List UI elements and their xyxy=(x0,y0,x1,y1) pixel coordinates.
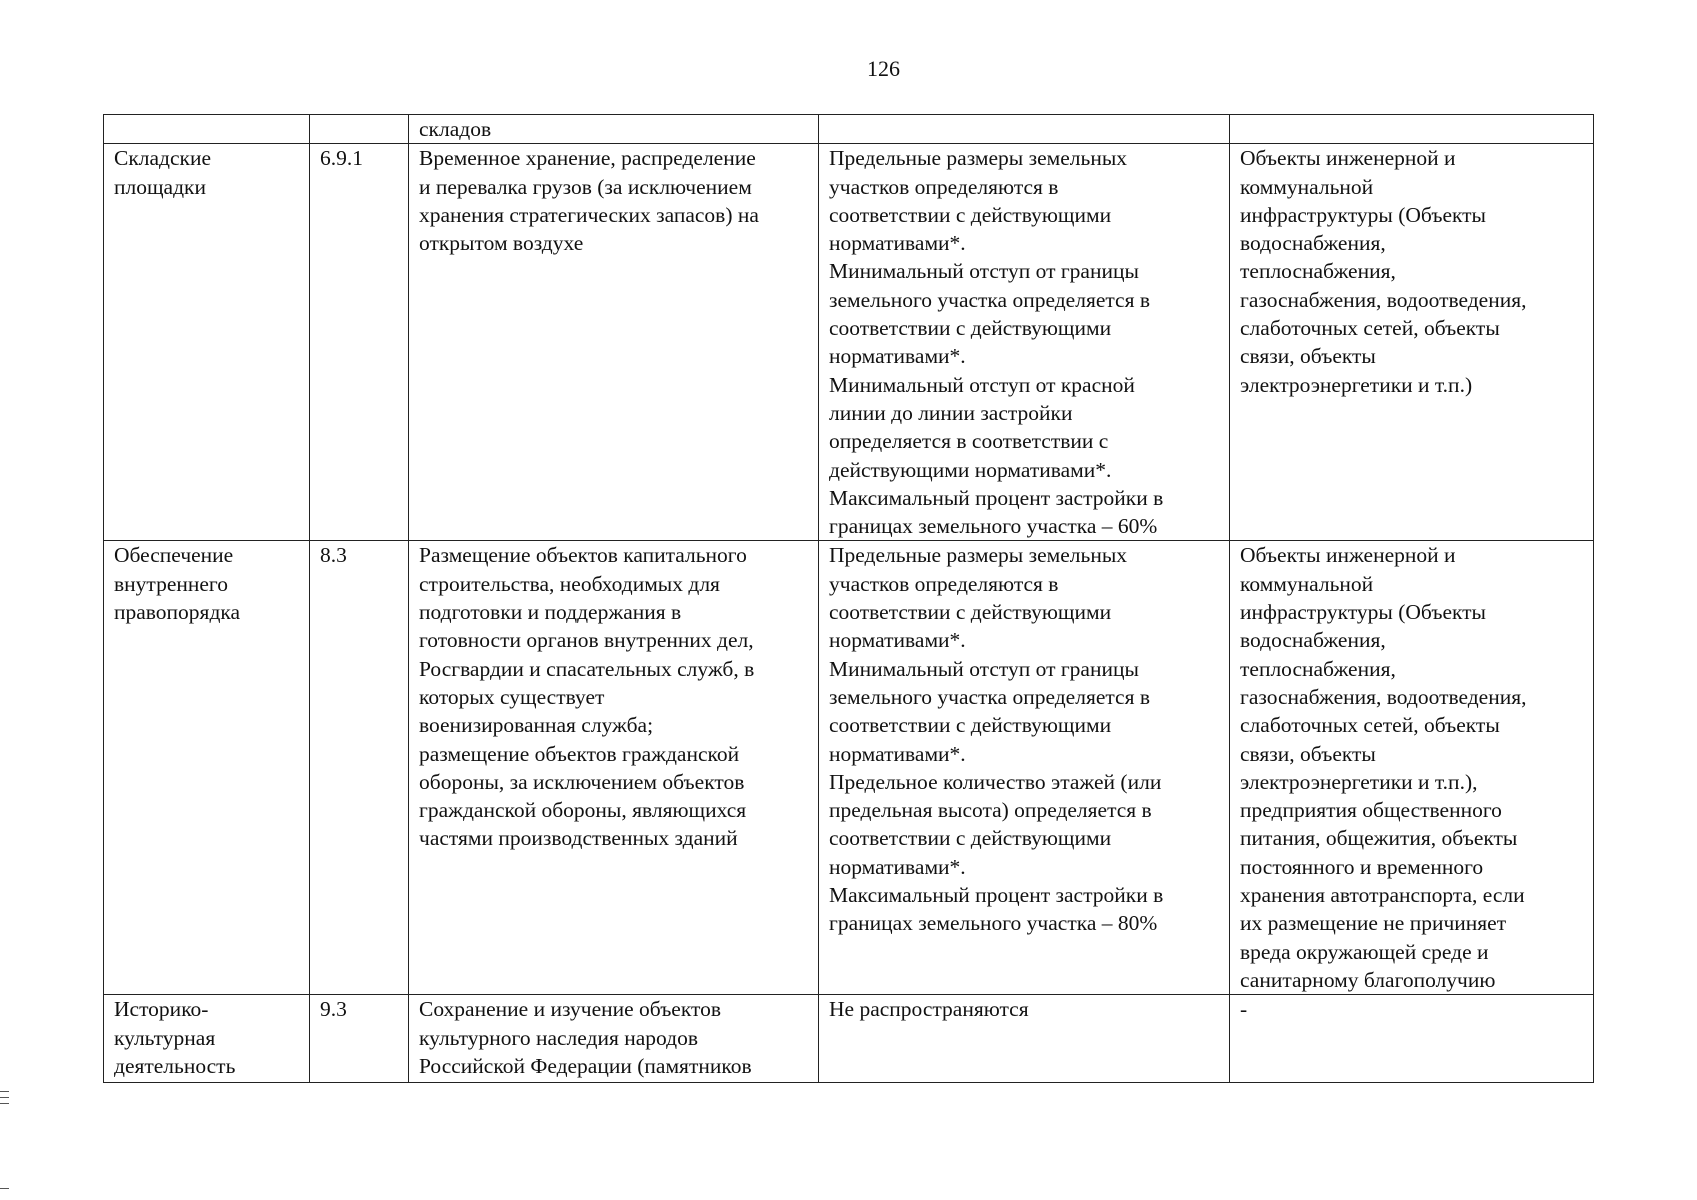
table-row-continuation xyxy=(104,115,1594,144)
name-cell: Историко- культурная деятельность xyxy=(104,995,310,1083)
name-cell xyxy=(104,115,310,144)
page-number: 126 xyxy=(867,56,900,81)
auxiliary-cell: Объекты инженерной и коммунальной инфраструктуры (Объекты водоснабжения, теплоснабжения, газоснабжения, водоотведения, слаботочных сетей, объекты связи, объекты электроэнергетики и т.п.) xyxy=(1230,144,1594,541)
table-row xyxy=(104,144,1594,541)
code-cell: 9.3 xyxy=(310,995,409,1083)
margin-mark xyxy=(0,1097,9,1098)
description-cell: Размещение объектов капитального строительства, необходимых для подготовки и поддержания в готовности органов внутренних дел, Росгвардии и спасательных служб, в которых существует военизированная служба; размещение объектов гражданской обороны, за исключением объектов гражданской обороны, являющихся частями производственных зданий xyxy=(409,541,819,995)
table-row xyxy=(104,541,1594,995)
description-cell: Временное хранение, распределение и перевалка грузов (за исключением хранения стратегических запасов) на открытом воздухе xyxy=(409,144,819,541)
code-cell: 6.9.1 xyxy=(310,144,409,541)
zoning-table xyxy=(103,114,1594,1083)
parameters-cell xyxy=(819,115,1230,144)
parameters-cell: Предельные размеры земельных участков определяются в соответствии с действующими нормативами*. Минимальный отступ от границы земельного участка определяется в соответствии с действующими нормативами*. Минимальный отступ от красной линии до линии застройки определяется в соответствии с действующими нормативами*. Максимальный процент застройки в границах земельного участка – 60% xyxy=(819,144,1230,541)
table-row xyxy=(104,995,1594,1083)
margin-mark xyxy=(0,1091,9,1092)
description-cell: Сохранение и изучение объектов культурного наследия народов Российской Федерации (памятников xyxy=(409,995,819,1083)
code-cell xyxy=(310,115,409,144)
parameters-cell: Не распространяются xyxy=(819,995,1230,1083)
code-cell: 8.3 xyxy=(310,541,409,995)
margin-mark xyxy=(0,1103,9,1104)
description-cell: складов xyxy=(409,115,819,144)
auxiliary-cell: Объекты инженерной и коммунальной инфраструктуры (Объекты водоснабжения, теплоснабжения, газоснабжения, водоотведения, слаботочных сетей, объекты связи, объекты электроэнергетики и т.п.), предприятия общественного питания, общежития, объекты постоянного и временного хранения автотранспорта, если их размещение не причиняет вреда окружающей среде и санитарному благополучию xyxy=(1230,541,1594,995)
auxiliary-cell: - xyxy=(1230,995,1594,1083)
auxiliary-cell xyxy=(1230,115,1594,144)
name-cell: Обеспечение внутреннего правопорядка xyxy=(104,541,310,995)
parameters-cell: Предельные размеры земельных участков определяются в соответствии с действующими нормативами*. Минимальный отступ от границы земельного участка определяется в соответствии с действующими нормативами*. Предельное количество этажей (или предельная высота) определяется в соответствии с действующими нормативами*. Максимальный процент застройки в границах земельного участка – 80% xyxy=(819,541,1230,995)
margin-mark xyxy=(0,1188,9,1189)
name-cell: Складские площадки xyxy=(104,144,310,541)
